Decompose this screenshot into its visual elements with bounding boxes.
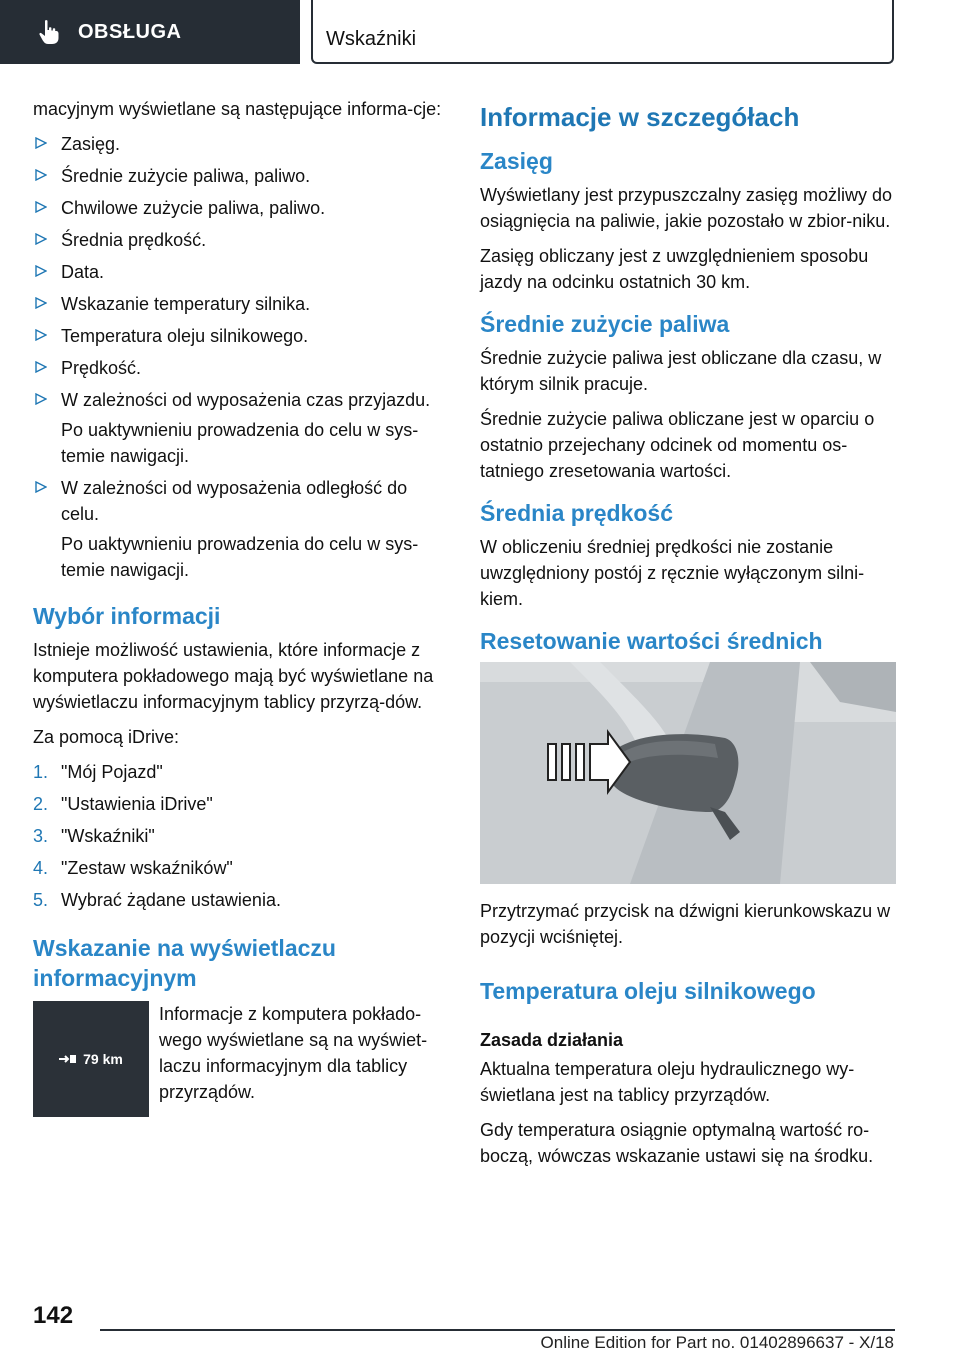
bullet-text: Temperatura oleju silnikowego. bbox=[61, 326, 309, 346]
list-item bbox=[33, 163, 448, 189]
display-section bbox=[33, 1001, 448, 1105]
display-paragraph: Informacje z komputera pokłado-wego wyświetlane są na wyświet-laczu informacyjnym dla tablicy przyrządów. bbox=[159, 1004, 428, 1102]
section-title-selection: Wybór informacji bbox=[33, 603, 221, 629]
intro-text: macyjnym wyświetlane są następujące informa-cje: bbox=[33, 99, 442, 119]
triangle-bullet-icon bbox=[35, 233, 47, 245]
consumption-para-2: Średnie zużycie paliwa obliczane jest w oparciu o ostatnio przejechany odcinek od momentu os-tatniego zresetowania wartości. bbox=[480, 409, 875, 481]
bullet-text: Chwilowe zużycie paliwa, paliwo. bbox=[61, 198, 326, 218]
step-number: 4. bbox=[33, 858, 49, 878]
list-item bbox=[33, 387, 448, 469]
consumption-title: Średnie zużycie paliwa bbox=[480, 311, 730, 337]
bullet-text: W zależności od wyposażenia czas przyjazdu. bbox=[61, 390, 431, 410]
reset-caption: Przytrzymać przycisk na dźwigni kierunkowskazu w pozycji wciśniętej. bbox=[480, 901, 891, 947]
range-para-1: Wyświetlany jest przypuszczalny zasięg możliwy do osiągnięcia na paliwie, jakie pozostało w zbior-niku. bbox=[480, 185, 892, 231]
step-text: "Ustawienia iDrive" bbox=[61, 794, 213, 814]
triangle-bullet-icon bbox=[35, 169, 47, 181]
triangle-bullet-icon bbox=[35, 201, 47, 213]
list-item bbox=[33, 227, 448, 253]
triangle-bullet-icon bbox=[35, 393, 47, 405]
edition-text: Online Edition for Part no. 01402896637 - X/18 bbox=[540, 1333, 894, 1352]
list-item bbox=[33, 259, 448, 285]
page-number: 142 bbox=[33, 1302, 74, 1329]
idrive-intro: Za pomocą iDrive: bbox=[33, 727, 180, 747]
step-text: "Zestaw wskaźników" bbox=[61, 858, 233, 878]
list-item bbox=[33, 475, 448, 583]
footer-rule bbox=[100, 1329, 895, 1331]
header-section-tab bbox=[0, 0, 300, 64]
triangle-bullet-icon bbox=[35, 137, 47, 149]
bullet-text: Średnie zużycie paliwa, paliwo. bbox=[61, 166, 311, 186]
list-item bbox=[33, 195, 448, 221]
turn-signal-lever-image bbox=[480, 662, 896, 884]
bullet-text: Wskazanie temperatury silnika. bbox=[61, 294, 311, 314]
bullet-note: Po uaktywnieniu prowadzenia do celu w sys-temie nawigacji. bbox=[61, 420, 419, 466]
details-title: Informacje w szczegółach bbox=[480, 102, 800, 132]
step-number: 3. bbox=[33, 826, 49, 846]
step-text: "Wskaźniki" bbox=[61, 826, 155, 846]
left-column bbox=[33, 96, 448, 1125]
step-item bbox=[33, 855, 448, 881]
oil-subtitle: Zasada działania bbox=[480, 1030, 624, 1050]
speed-para: W obliczeniu średniej prędkości nie zostanie uwzględniony postój z ręcznie wyłączonym silni-kiem. bbox=[480, 537, 865, 609]
bullet-text: Średnia prędkość. bbox=[61, 230, 207, 250]
bullet-text: W zależności od wyposażenia odległość do celu. bbox=[61, 478, 408, 524]
step-text: "Mój Pojazd" bbox=[61, 762, 163, 782]
range-arrow-icon bbox=[59, 1054, 77, 1064]
step-item bbox=[33, 823, 448, 849]
step-number: 2. bbox=[33, 794, 49, 814]
step-item bbox=[33, 887, 448, 913]
step-number: 1. bbox=[33, 762, 49, 782]
oil-para-1: Aktualna temperatura oleju hydraulicznego wy-świetlana jest na tablicy przyrządów. bbox=[480, 1059, 855, 1105]
step-item bbox=[33, 791, 448, 817]
consumption-para-1: Średnie zużycie paliwa jest obliczane dla czasu, w którym silnik pracuje. bbox=[480, 348, 882, 394]
triangle-bullet-icon bbox=[35, 265, 47, 277]
speed-title: Średnia prędkość bbox=[480, 500, 674, 526]
triangle-bullet-icon bbox=[35, 297, 47, 309]
selection-paragraph: Istnieje możliwość ustawienia, które informacje z komputera pokładowego mają być wyświetlane na wyświetlaczu informacyjnym tablicy przyrzą-dów. bbox=[33, 640, 434, 712]
range-title: Zasięg bbox=[480, 148, 553, 174]
triangle-bullet-icon bbox=[35, 361, 47, 373]
list-item bbox=[33, 131, 448, 157]
chapter-label: Wskaźniki bbox=[326, 28, 417, 50]
range-para-2: Zasięg obliczany jest z uwzględnieniem sposobu jazdy na odcinku ostatnich 30 km. bbox=[480, 246, 869, 292]
reset-title: Resetowanie wartości średnich bbox=[480, 628, 823, 654]
oil-para-2: Gdy temperatura osiągnie optymalną wartość ro-boczą, wówczas wskazanie ustawi się na środku. bbox=[480, 1120, 874, 1166]
bullet-text: Zasięg. bbox=[61, 134, 121, 154]
bullet-text: Prędkość. bbox=[61, 358, 142, 378]
hand-pointer-icon bbox=[38, 19, 60, 45]
display-range-value: 79 km bbox=[83, 1051, 123, 1067]
triangle-bullet-icon bbox=[35, 329, 47, 341]
step-text: Wybrać żądane ustawienia. bbox=[61, 890, 281, 910]
info-bullet-list bbox=[33, 131, 448, 583]
bullet-note: Po uaktywnieniu prowadzenia do celu w sys-temie nawigacji. bbox=[61, 534, 419, 580]
section-label: OBSŁUGA bbox=[78, 20, 182, 43]
list-item bbox=[33, 323, 448, 349]
triangle-bullet-icon bbox=[35, 481, 47, 493]
list-item bbox=[33, 355, 448, 381]
bullet-text: Data. bbox=[61, 262, 105, 282]
step-number: 5. bbox=[33, 890, 49, 910]
step-list bbox=[33, 759, 448, 913]
list-item bbox=[33, 291, 448, 317]
step-item bbox=[33, 759, 448, 785]
oil-title: Temperatura oleju silnikowego bbox=[480, 978, 816, 1004]
display-screenshot bbox=[33, 1001, 149, 1117]
section-title-display: Wskazanie na wyświetlaczu informacyjnym bbox=[33, 935, 336, 991]
right-column bbox=[480, 96, 895, 1178]
